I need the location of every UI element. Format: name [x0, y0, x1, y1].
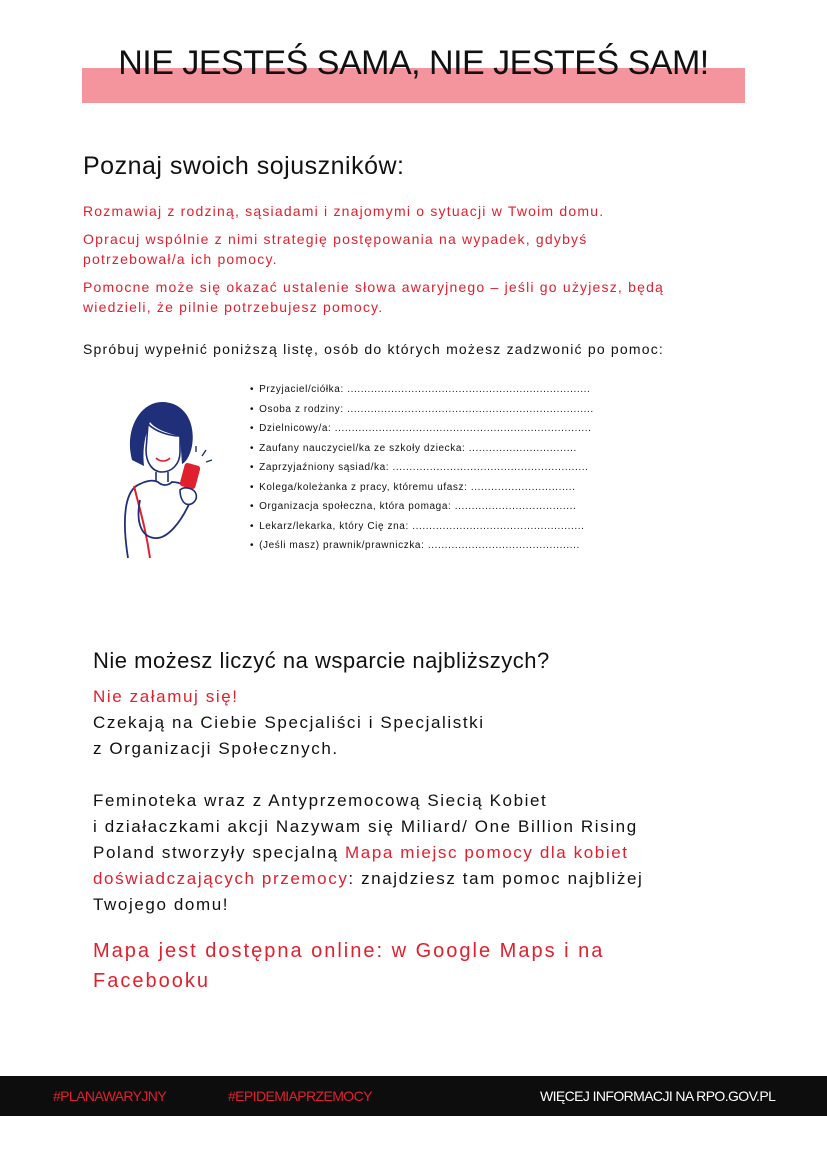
- dont-give-up-line: Nie załamuj się!: [93, 687, 239, 706]
- map-para-line-3: [93, 840, 743, 866]
- list-item: • Zaprzyjaźniony sąsiad/ka: ..........................................................: [250, 458, 670, 478]
- list-item: • Osoba z rodziny: .........................................................................: [250, 400, 670, 420]
- list-item: • Dzielnicowy/a: ............................................................................: [250, 419, 670, 439]
- allies-heading: Poznaj swoich sojuszników:: [83, 152, 405, 180]
- map-para-line-3-start: Poland stworzyły specjalną: [93, 843, 346, 862]
- support-text: [93, 684, 743, 918]
- map-online-notice: Mapa jest dostępna online: w Google Maps i na Facebooku: [93, 940, 605, 992]
- list-item: • Lekarz/lekarka, który Cię zna: ...................................................: [250, 517, 670, 537]
- advice-emergency-word: Pomocne może się okazać ustalenie słowa awaryjnego – jeśli go użyjesz, będą wiedzieli, że pilnie potrzebujesz pomocy.: [83, 279, 665, 315]
- map-para-line-4: [93, 866, 743, 892]
- page-title: NIE JESTEŚ SAMA, NIE JESTEŚ SAM!: [118, 44, 709, 82]
- map-name-link-cont[interactable]: doświadczających przemocy: [93, 869, 349, 888]
- allies-instruction: Spróbuj wypełnić poniższą listę, osób do których możesz zadzwonić po pomoc:: [83, 341, 665, 357]
- advice-talk: Rozmawiaj z rodziną, sąsiadami i znajomymi o sytuacji w Twoim domu.: [83, 203, 605, 219]
- hashtag-epidemia-przemocy: #EPIDEMIAPRZEMOCY: [228, 1088, 372, 1104]
- allies-advice: [83, 201, 763, 325]
- woman-with-phone-illustration: [110, 390, 220, 560]
- specialists-line-2: z Organizacji Społecznych.: [93, 739, 339, 758]
- list-item: • Przyjaciel/ciółka: ........................................................................: [250, 380, 670, 400]
- hashtag-plan-awaryjny: #PLANAWARYJNY: [53, 1088, 167, 1104]
- footer-bar: [0, 1076, 827, 1116]
- list-item: • Kolega/koleżanka z pracy, któremu ufasz: ...............................: [250, 478, 670, 498]
- specialists-line-1: Czekają na Ciebie Specjaliści i Specjalistki: [93, 713, 485, 732]
- more-info-link[interactable]: WIĘCEJ INFORMACJI NA RPO.GOV.PL: [540, 1088, 776, 1104]
- advice-strategy: Opracuj wspólnie z nimi strategię postępowania na wypadek, gdybyś potrzebował/a ich pomocy.: [83, 231, 588, 267]
- support-heading: Nie możesz liczyć na wsparcie najbliższych?: [93, 648, 550, 673]
- allies-list: [250, 380, 670, 556]
- map-para-line-2: i działaczkami akcji Nazywam się Miliard/ One Billion Rising: [93, 817, 638, 836]
- list-item: • Zaufany nauczyciel/ka ze szkoły dziecka: ................................: [250, 439, 670, 459]
- list-item: • Organizacja społeczna, która pomaga: ....................................: [250, 497, 670, 517]
- map-name-link[interactable]: Mapa miejsc pomocy dla kobiet: [345, 843, 629, 862]
- map-para-line-1: Feminoteka wraz z Antyprzemocową Siecią Kobiet: [93, 791, 548, 810]
- map-para-line-4-end: : znajdziesz tam pomoc najbliżej: [348, 869, 644, 888]
- map-para-line-5: Twojego domu!: [93, 895, 230, 914]
- list-item: • (Jeśli masz) prawnik/prawniczka: .............................................: [250, 536, 670, 556]
